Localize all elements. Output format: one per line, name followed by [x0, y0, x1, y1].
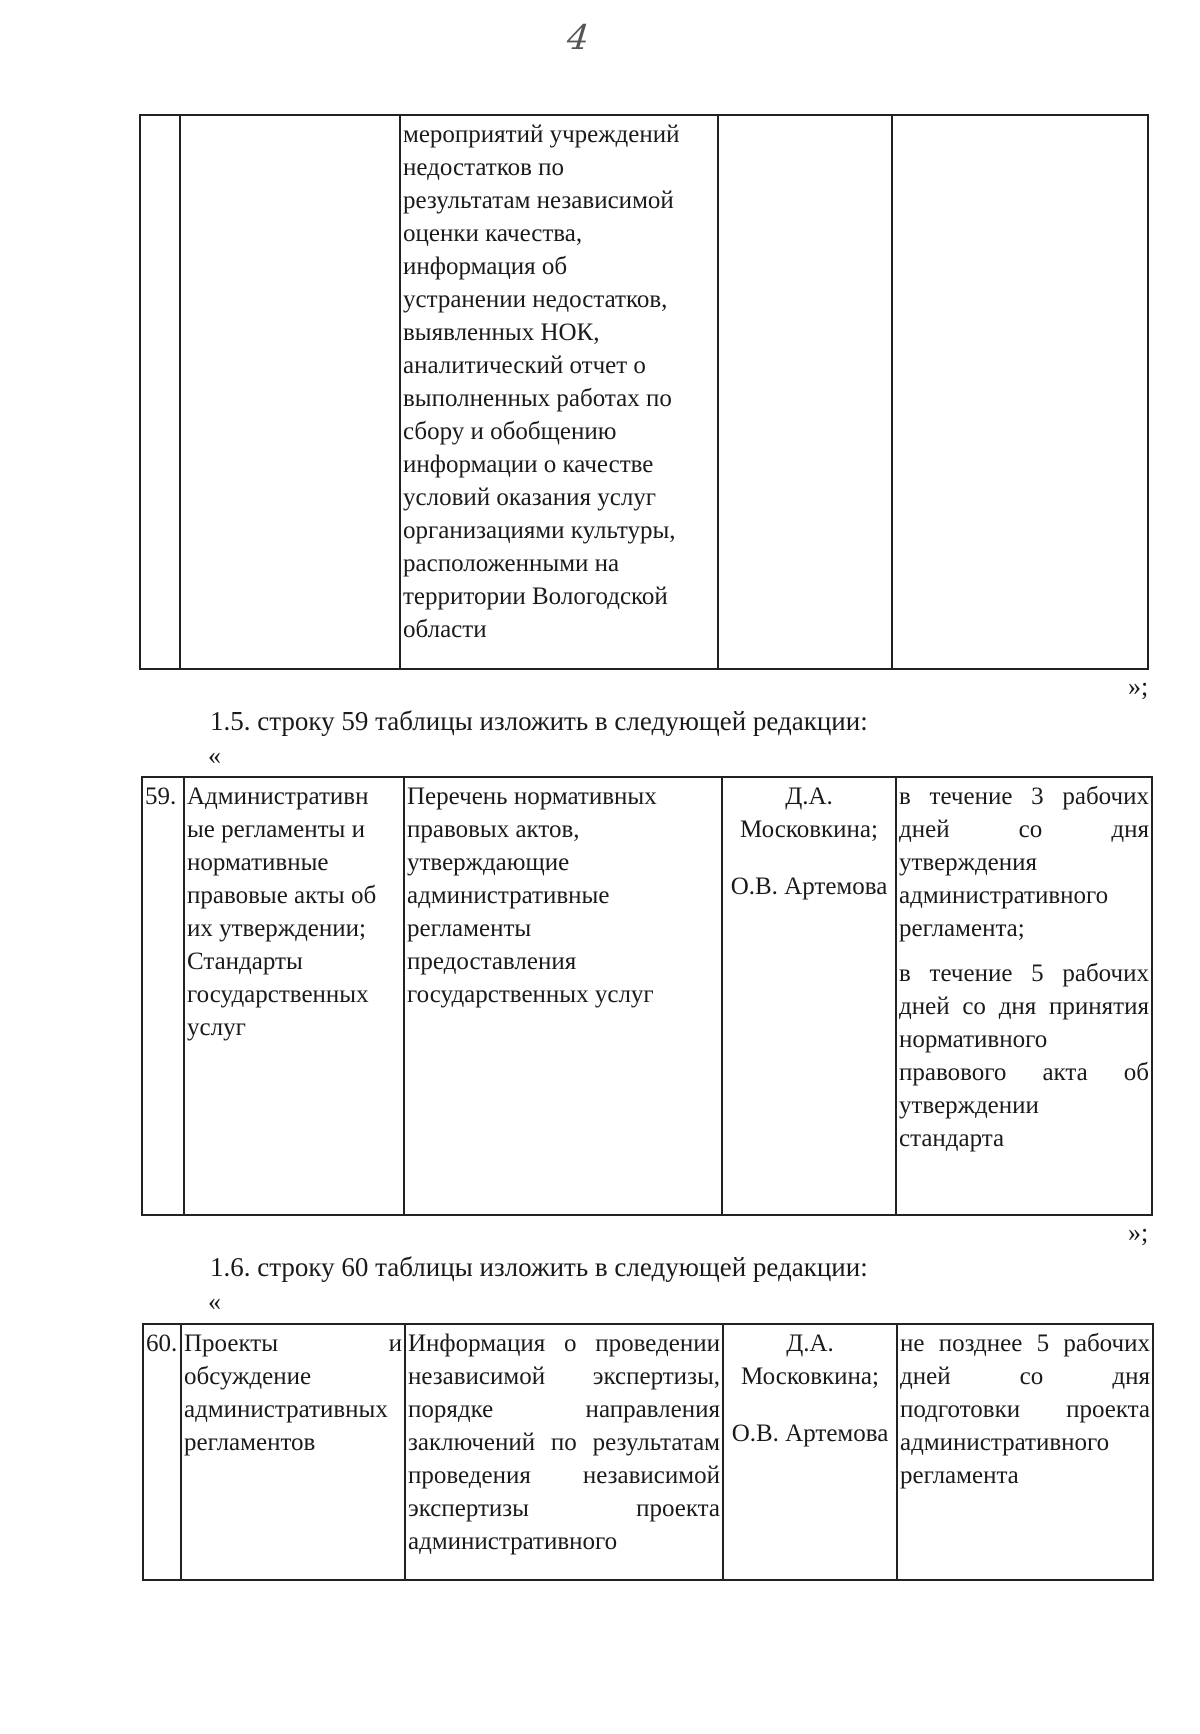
deadline-text: в течение 5 рабочих дней со дня принятия нормативного правового акта об утверждении стандарта: [899, 960, 1149, 1152]
name-line: Административн: [187, 783, 369, 810]
content-line: выявленных НОК,: [403, 319, 600, 346]
content-line: расположенными на: [403, 550, 620, 577]
content-line: оценки качества,: [403, 220, 583, 247]
content-line: правовых актов,: [407, 816, 580, 843]
row-name-cell: [180, 115, 400, 669]
content-line: аналитический отчет о: [403, 352, 646, 379]
content-line: выполненных работах по: [403, 385, 672, 412]
content-line: результатам независимой: [403, 187, 674, 214]
content-line: информация об: [403, 253, 568, 280]
closing-quote: »;: [1128, 1218, 1149, 1247]
content-line: устранении недостатков,: [403, 286, 668, 313]
responsible-person: Д.А. Московкина;: [740, 783, 878, 843]
spacer: [726, 1393, 894, 1417]
continuation-table: [139, 114, 1149, 670]
row-number-cell: 60.: [143, 1324, 181, 1580]
row-content-cell: Информация о проведении независимой экспертизы, порядке направления заключений по результатам проведения независимой экспертизы проекта административного: [405, 1324, 723, 1580]
content-line: административные: [407, 882, 610, 909]
spacer: [899, 945, 1149, 957]
table-row: [143, 1324, 1153, 1580]
row-deadline-cell: [896, 777, 1152, 1215]
name-line: ые регламенты и: [187, 816, 365, 843]
row-responsible-cell: [723, 1324, 897, 1580]
page-number: 4: [565, 18, 591, 58]
content-line: регламенты: [407, 915, 532, 942]
content-line: условий оказания услуг: [403, 484, 657, 511]
row-number-cell: [140, 115, 180, 669]
spacer: [725, 846, 893, 870]
content-line: информации о качестве: [403, 451, 654, 478]
opening-quote: «: [208, 1287, 221, 1316]
content-line: области: [403, 616, 487, 643]
table-row: [140, 115, 1148, 669]
opening-quote: «: [208, 741, 221, 770]
content-line: сбору и обобщению: [403, 418, 617, 445]
name-line: их утверждении;: [187, 915, 366, 942]
name-line: государственных: [187, 981, 369, 1008]
content-line: государственных услуг: [407, 981, 654, 1008]
instruction-text: 1.5. строку 59 таблицы изложить в следующей редакции:: [210, 706, 868, 736]
name-line: нормативные: [187, 849, 329, 876]
responsible-person: О.В. Артемова: [730, 873, 888, 900]
name-line: услуг: [187, 1014, 246, 1041]
row-deadline-cell: не позднее 5 рабочих дней со дня подготовки проекта административного регламента: [897, 1324, 1153, 1580]
row-responsible-cell: [718, 115, 892, 669]
instruction-text: 1.6. строку 60 таблицы изложить в следующей редакции:: [210, 1252, 868, 1282]
content-line: недостатков по: [403, 154, 564, 181]
row-responsible-cell: [722, 777, 896, 1215]
row-name-cell: [184, 777, 404, 1215]
responsible-person: Д.А. Московкина;: [741, 1330, 879, 1390]
row-name-cell: Проекты и обсуждение административных регламентов: [181, 1324, 405, 1580]
content-line: утверждающие: [407, 849, 570, 876]
content-line: мероприятий учреждений: [403, 121, 680, 148]
deadline-text: в течение 3 рабочих дней со дня утверждения административного регламента;: [899, 783, 1149, 942]
table-row: [142, 777, 1152, 1215]
content-line: территории Вологодской: [403, 583, 668, 610]
row-60-table: [142, 1323, 1154, 1581]
content-line: предоставления: [407, 948, 577, 975]
closing-quote: »;: [1128, 672, 1149, 701]
row-deadline-cell: [892, 115, 1148, 669]
row-number-cell: 59.: [142, 777, 184, 1215]
name-line: Стандарты: [187, 948, 303, 975]
content-line: Перечень нормативных: [407, 783, 657, 810]
row-content-cell: [404, 777, 722, 1215]
name-line: правовые акты об: [187, 882, 377, 909]
content-line: организациями культуры,: [403, 517, 676, 544]
row-59-table: [141, 776, 1153, 1216]
responsible-person: О.В. Артемова: [731, 1420, 889, 1447]
row-content-cell: [400, 115, 718, 669]
